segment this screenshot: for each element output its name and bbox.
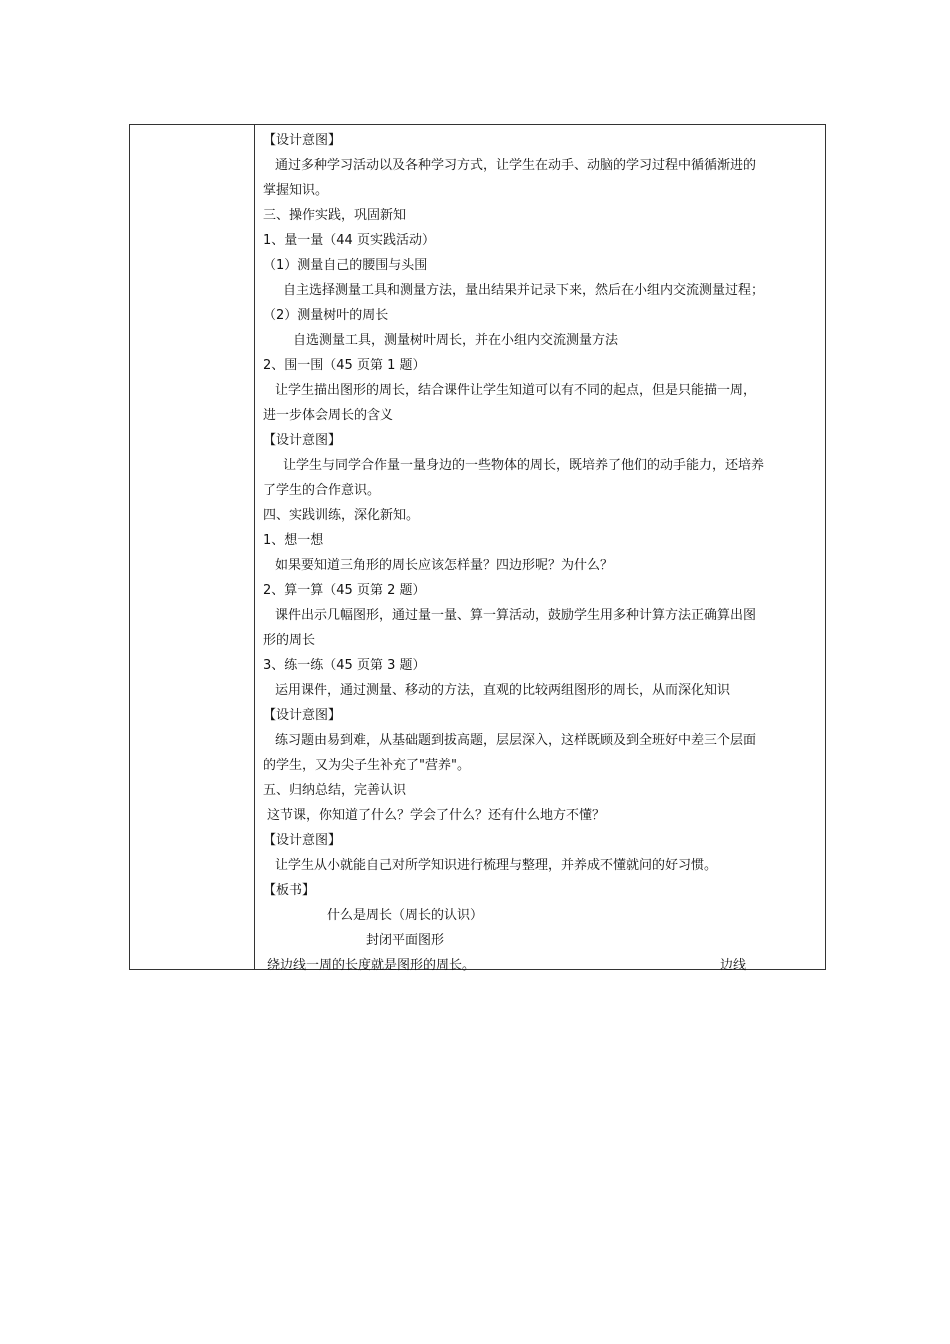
paragraph-line: 如果要知道三角形的周长应该怎样量？四边形呢？为什么？: [275, 558, 614, 573]
paragraph-line: 练习题由易到难，从基础题到拔高题，层层深入，这样既顾及到全班好中差三个层面: [275, 733, 757, 748]
paragraph-line: 这节课，你知道了什么？学会了什么？还有什么地方不懂？: [267, 808, 606, 823]
activity-heading: 3、练一练（45 页第 3 题）: [263, 658, 426, 673]
section-heading: 三、操作实践，巩固新知: [263, 208, 407, 223]
section-heading: 四、实践训练，深化新知。: [263, 508, 420, 523]
blackboard-subtitle: 封闭平面图形: [366, 933, 445, 948]
paragraph-line: 自主选择测量工具和测量方法，量出结果并记录下来，然后在小组内交流测量过程；: [283, 283, 765, 298]
design-intent-heading: 【设计意图】: [263, 833, 342, 848]
sub-item: （1）测量自己的腰围与头围: [263, 258, 428, 273]
table-left-cell: [130, 125, 255, 969]
blackboard-title: 什么是周长（周长的认识）: [327, 908, 484, 923]
paragraph-line: 了学生的合作意识。: [263, 483, 381, 498]
activity-heading: 1、想一想: [263, 533, 324, 548]
paragraph-line: 让学生与同学合作量一量身边的一些物体的周长，既培养了他们的动手能力，还培养: [283, 458, 765, 473]
activity-heading: 1、量一量（44 页实践活动）: [263, 233, 435, 248]
section-heading: 五、归纳总结，完善认识: [263, 783, 407, 798]
design-intent-heading: 【设计意图】: [263, 708, 342, 723]
paragraph-line: 自选测量工具，测量树叶周长，并在小组内交流测量方法: [293, 333, 619, 348]
blackboard-definition: 绕边线一周的长度就是图形的周长。: [267, 958, 476, 973]
paragraph-line: 通过多种学习活动以及各种学习方式，让学生在动手、动脑的学习过程中循循渐进的: [275, 158, 757, 173]
design-intent-heading: 【设计意图】: [263, 133, 342, 148]
activity-heading: 2、算一算（45 页第 2 题）: [263, 583, 426, 598]
paragraph-line: 运用课件，通过测量、移动的方法，直观的比较两组图形的周长，从而深化知识: [275, 683, 731, 698]
blackboard-definition-row: [263, 953, 817, 978]
lesson-plan-table: [129, 124, 826, 973]
table-content-cell: [255, 125, 825, 973]
paragraph-line: 进一步体会周长的含义: [263, 408, 394, 423]
paragraph-line: 课件出示几幅图形，通过量一量、算一算活动，鼓励学生用多种计算方法正确算出图: [275, 608, 757, 623]
sub-item: （2）测量树叶的周长: [263, 308, 389, 323]
paragraph-line: 让学生从小就能自己对所学知识进行梳理与整理，并养成不懂就问的好习惯。: [275, 858, 718, 873]
paragraph-line: 掌握知识。: [263, 183, 329, 198]
blackboard-heading: 【板书】: [263, 883, 316, 898]
blackboard-edge-label: 边线: [720, 958, 747, 973]
paragraph-line: 形的周长: [263, 633, 316, 648]
activity-heading: 2、围一围（45 页第 1 题）: [263, 358, 426, 373]
paragraph-line: 的学生，又为尖子生补充了"营养"。: [263, 758, 470, 773]
design-intent-heading: 【设计意图】: [263, 433, 342, 448]
paragraph-line: 让学生描出图形的周长，结合课件让学生知道可以有不同的起点，但是只能描一周，: [275, 383, 757, 398]
